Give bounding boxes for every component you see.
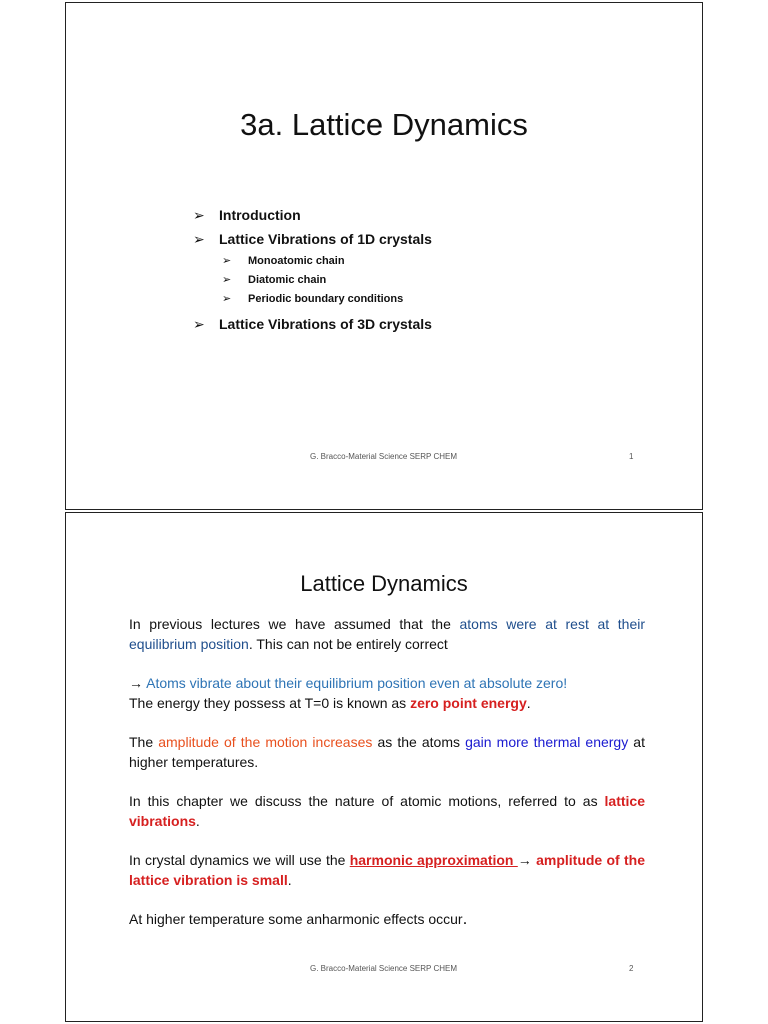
paragraph-harmonic <box>129 850 645 890</box>
right-arrow-icon: → <box>517 852 532 868</box>
bullet-arrow-icon: ➢ <box>222 293 232 305</box>
outline-item-label: Introduction <box>219 207 301 223</box>
highlight-text: Atoms vibrate about their equilibrium position even at absolute zero! <box>143 675 568 691</box>
text-run: In crystal dynamics we will use the <box>129 852 350 868</box>
paragraph-zero-point <box>129 673 645 713</box>
slide-2 <box>65 512 703 1022</box>
emphasis-text: amplitude of the lattice vibration is small <box>129 852 646 888</box>
footer-text: G. Bracco-Material Science SERP CHEM <box>310 452 458 461</box>
emphasis-text: harmonic approximation <box>349 852 518 868</box>
outline-item-label: Lattice Vibrations of 3D crystals <box>219 316 432 332</box>
highlight-text: amplitude of the motion increases <box>158 734 373 750</box>
text-run: At higher temperature some anharmonic effects occur <box>129 911 463 927</box>
page-number: 1 <box>629 452 634 461</box>
slide-1 <box>65 2 703 510</box>
paragraph-anharmonic <box>129 909 645 929</box>
bullet-arrow-icon: ➢ <box>222 274 232 286</box>
outline-subitem <box>222 270 432 289</box>
text-run: . <box>287 872 292 888</box>
slide-title: 3a. Lattice Dynamics <box>240 107 528 142</box>
paragraph-amplitude <box>129 732 645 772</box>
text-run: The <box>129 734 159 750</box>
outline-subitem <box>222 289 432 308</box>
bullet-arrow-icon: ➢ <box>193 315 205 332</box>
paragraph-lattice-vibrations <box>129 791 645 831</box>
text-run: . <box>526 695 531 711</box>
text-run: at higher temperatures. <box>129 734 645 770</box>
footer-text: G. Bracco-Material Science SERP CHEM <box>310 964 458 973</box>
outline-subitem-label: Periodic boundary conditions <box>248 292 404 305</box>
highlight-text: atoms were at rest at their equilibrium position <box>129 616 645 652</box>
outline-list <box>193 203 432 336</box>
outline-item <box>193 203 432 227</box>
text-run: as the atoms <box>372 734 466 750</box>
outline-item <box>193 227 432 251</box>
text-run: In this chapter we discuss the nature of atomic motions, referred to as <box>129 793 605 809</box>
slide-title: Lattice Dynamics <box>300 571 468 596</box>
bullet-arrow-icon: ➢ <box>193 230 205 247</box>
outline-item <box>193 312 432 336</box>
outline-subitem-label: Monoatomic chain <box>248 254 345 267</box>
text-run: . This can not be entirely correct <box>248 636 448 652</box>
bullet-arrow-icon: ➢ <box>193 206 205 223</box>
page-number: 2 <box>629 964 634 973</box>
emphasis-text: zero point energy <box>410 695 527 711</box>
emphasis-text: lattice vibrations <box>129 793 645 829</box>
paragraph-assumption <box>129 614 645 654</box>
bullet-arrow-icon: ➢ <box>222 255 232 267</box>
slide-body <box>129 614 645 948</box>
text-run: The energy they possess at T=0 is known as <box>129 695 411 711</box>
highlight-text: gain more thermal energy <box>465 734 629 750</box>
outline-subitem-label: Diatomic chain <box>248 273 327 286</box>
outline-item-label: Lattice Vibrations of 1D crystals <box>219 231 432 247</box>
right-arrow-icon: → <box>129 675 143 691</box>
text-run: . <box>462 909 468 928</box>
text-run: . <box>195 813 200 829</box>
text-run: In previous lectures we have assumed that the <box>129 616 460 632</box>
outline-subitem <box>222 251 432 270</box>
